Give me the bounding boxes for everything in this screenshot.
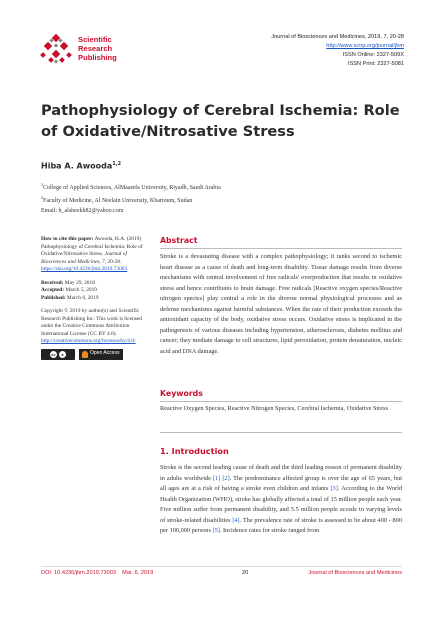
open-access-badge[interactable]: Open Access (79, 349, 123, 360)
page-number: 20 (242, 570, 249, 576)
journal-citation: Journal of Biosciences and Medicines, 2019, 7, 20-28 (271, 34, 404, 40)
citation-link[interactable]: [2] (222, 474, 230, 482)
introduction-text: Stroke is the second leading cause of death and the third leading reason of permanent disability in adults worldwide [1] [2]. The predominance affected group is over the age of 65 years, but all ages are at a risk of having a stroke even children and infants [3]. According to the World Health Organization (WHO), stroke has globally affected a total of 15 million people each year. Five million suffer from permanent disability, and 5.5 million people accede to varying levels of stroke-related disabilities [4]. The prevalence rate of stroke is assessed to be about 400 - 800 per 100,000 persons [5]. Incidence rates for stroke ranged from (160, 464, 402, 534)
citation-link[interactable]: [5] (212, 527, 220, 534)
citation-link[interactable]: [3] (330, 485, 338, 492)
scirp-logo-icon (40, 34, 74, 66)
footer-divider (41, 566, 402, 567)
license-badges (41, 349, 153, 360)
affiliation-2: $^2$Faculty of Medicine, Al Neelain University, Khartoum, Sudan (41, 195, 193, 205)
affiliation-1: $^1$College of Applied Sciences, AlMaarefa University, Riyadh, Saudi Arabia (41, 182, 221, 191)
journal-info (184, 33, 404, 69)
keywords-text: Reactive Oxygen Species, Reactive Nitrogen Species, Cerebral Ischemia, Oxidative Stress (160, 405, 389, 412)
cc-icon: cc (51, 351, 56, 357)
by-person-icon: ● (59, 351, 66, 358)
divider (160, 401, 402, 402)
citation-link[interactable]: [4] (232, 516, 240, 524)
how-to-cite: How to cite this paper: Awooda, H.A. (2019) Pathophysiology of Cerebral Ischemia: Role of Oxidative/Nitrosative Stress. Journal of Biosciences and Medicines, 7, 20-28. https://doi.org/10.4236/jbm.2019.73003 (41, 236, 143, 272)
keywords-heading: Keywords (160, 389, 203, 398)
issn-online: ISSN Online: 2327-509X (342, 52, 404, 58)
doi-link[interactable]: https://doi.org/10.4236/jbm.2019.73003 (41, 266, 128, 272)
issn-print: ISSN Print: 2327-5081 (348, 61, 404, 67)
footer-doi: DOI: 10.4236/jbm.2019.73003 Mar. 6, 2019 (41, 570, 154, 576)
divider (160, 248, 402, 249)
article-sidebar (41, 236, 153, 360)
publisher-name: Scientific Research Publishing (78, 35, 117, 62)
paper-title: Pathophysiology of Cerebral Ischemia: Role of Oxidative/Nitrosative Stress (41, 102, 400, 140)
citation-link[interactable]: [1] (212, 474, 221, 482)
author-email[interactable]: Email: h_alsheekh82@yahoo.com (41, 207, 124, 214)
footer-journal-name: Journal of Biosciences and Medicines (308, 570, 402, 576)
author-name: Hiba A. Awooda$^{1,2}$ (41, 161, 122, 171)
introduction-heading: 1. Introduction (160, 446, 229, 456)
abstract-heading: Abstract (160, 236, 198, 245)
abstract-text: Stroke is a devastating disease with a complex pathophysiology; it ranks second to ischemic heart disease as a cause of death and long-term disability. Tissue damage results from diverse mechanisms with central involvement of free radicals' overproduction that results in oxidative stress and hence contributes to brain damage. Free radicals [Reactive oxygen species/Reactive nitrogen species] play central a role in the diverse normal physiological processes and as defense mechanisms against harmful substances. When the rate of their production exceeds the antioxidant capacity of the body, oxidative stress occurs. Oxidative stress is implicated in the pathogenesis of various diseases including hypertension, atherosclerosis, diabetes mellitus and cancer; they mediate damage to cell structures, lipid peroxidation, protein denaturation, nucleic acid and DNA damage. (160, 253, 402, 355)
journal-url-link[interactable]: http://www.scirp.org/journal/jbm (326, 43, 404, 49)
divider (160, 432, 402, 433)
article-dates: Received: May 29, 2018 Accepted: March 5, 2019 Published: March 6, 2019 (41, 279, 99, 301)
cc-by-badge[interactable] (41, 349, 75, 360)
affiliations (41, 180, 341, 216)
publisher-logo[interactable] (40, 32, 160, 68)
open-lock-icon (82, 351, 88, 358)
license-link[interactable]: http://creativecommons.org/licenses/by/4.0/ (41, 338, 136, 344)
copyright-notice: Copyright © 2019 by author(s) and Scientific Research Publishing Inc. This work is licensed under the Creative Commons Attribution International License (CC BY 4.0). http://creativecommons.org/licenses/by/4.0/ (41, 308, 142, 344)
